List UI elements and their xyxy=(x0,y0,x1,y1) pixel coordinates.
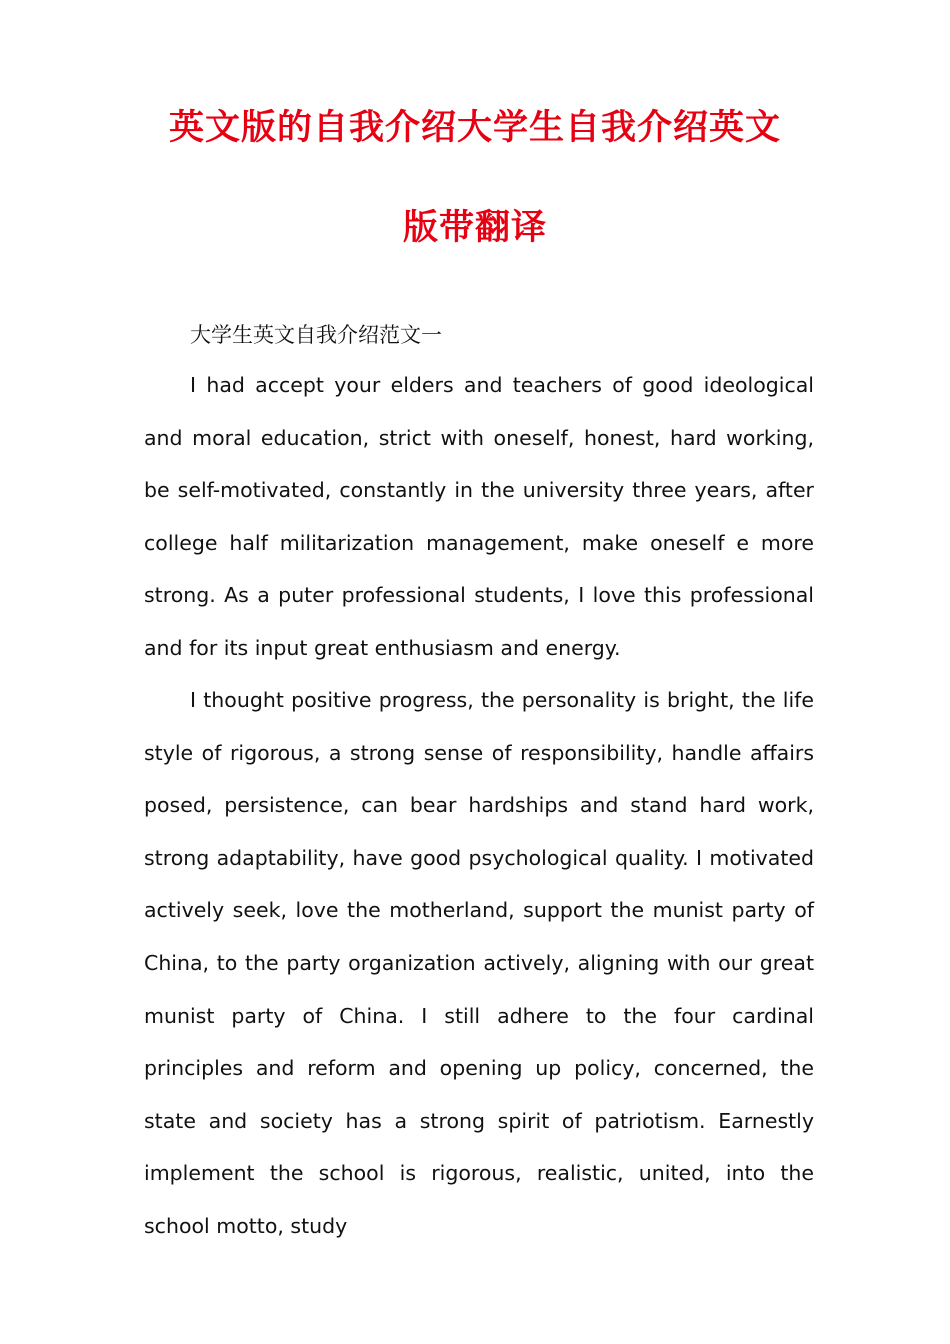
section-subheading: 大学生英文自我介绍范文一 xyxy=(190,323,442,347)
body-paragraph-1: I had accept your elders and teachers of good ideological and moral education, strict with oneself, honest, hard working, be self-motivated, constantly in the university three years, after college half militarization management, make oneself e more strong. As a puter professional students, I love this professional and for its input great enthusiasm and energy. xyxy=(144,373,814,660)
document-title-line-2: 版带翻译 xyxy=(402,208,547,248)
body-paragraph-2: I thought positive progress, the personality is bright, the life style of rigorous, a strong sense of responsibility, handle affairs posed, persistence, can bear hardships and stand hard work, strong adaptability, have good psychological quality. I motivated actively seek, love the motherland, support the munist party of China, to the party organization actively, aligning with our great munist party of China. I still adhere to the four cardinal principles and reform and opening up policy, concerned, the state and society has a strong spirit of patriotism. Earnestly implement the school is rigorous, realistic, united, into the school motto, study xyxy=(144,688,814,1238)
document-title-line-1: 英文版的自我介绍大学生自我介绍英文 xyxy=(168,108,781,148)
